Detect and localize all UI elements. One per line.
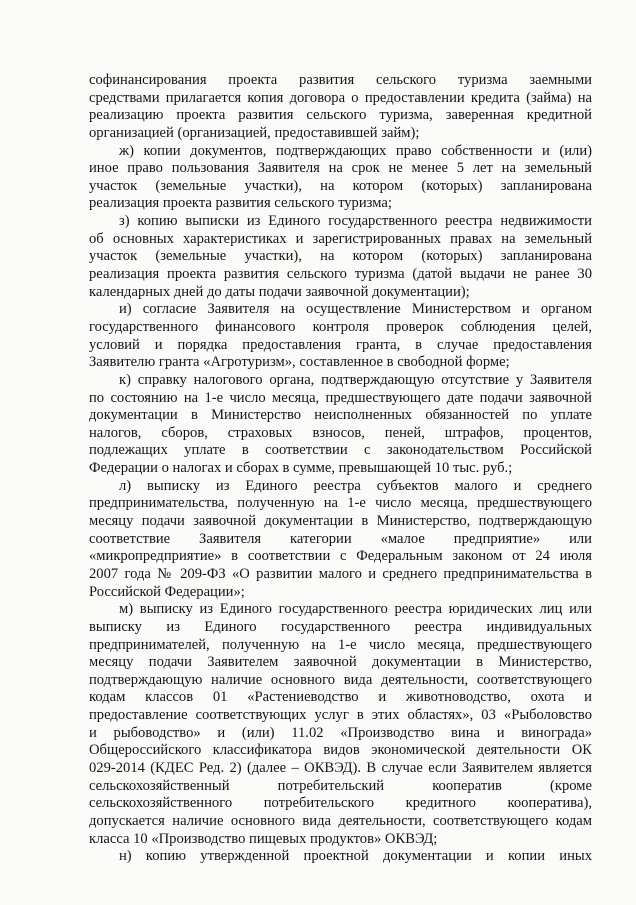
text-line: м) выписку из Единого государственного реестра юридических лиц или	[119, 601, 592, 618]
text-line: налогов, сборов, страховых взносов, пеней, штрафов, процентов,	[89, 424, 592, 441]
text-line: месяцу подачи Заявителем заявочной документации в Министерство,	[89, 654, 592, 671]
text-line: подтверждающую наличие основного вида деятельности, соответствующего	[89, 671, 592, 688]
text-line: Заявителю гранта «Агротуризм», составленное в свободной форме;	[89, 354, 510, 371]
text-line: календарных дней до даты подачи заявочной документации);	[89, 283, 470, 300]
text-line: по состоянию на 1-е число месяца, предшествующего дате подачи заявочной	[89, 389, 592, 406]
text-line: софинансирования проекта развития сельского туризма заемными	[89, 72, 592, 88]
text-line: средствами прилагается копия договора о предоставлении кредита (займа) на	[89, 89, 592, 106]
text-line: участок (земельные участки), на котором (которых) запланирована	[89, 248, 592, 265]
para-i-consent	[89, 301, 592, 372]
text-line: условий и порядка предоставления гранта, в случае предоставления	[89, 336, 592, 353]
text-line: сельскохозяйственного потребительского кредитного кооператива),	[89, 795, 592, 812]
text-line: реализация проекта развития сельского туризма (датой выдачи не ранее 30	[89, 266, 592, 283]
text-line: 2007 года № 209-ФЗ «О развитии малого и среднего предпринимательства в	[89, 565, 592, 582]
text-line: сельскохозяйственный потребительский кооператив (кроме	[89, 777, 592, 794]
text-line: к) справку налогового органа, подтверждающую отсутствие у Заявителя	[119, 371, 592, 388]
text-line: н) копию утвержденной проектной документации и копии иных	[119, 848, 592, 865]
text-line: выписку из Единого государственного реестра индивидуальных	[89, 618, 592, 635]
para-n-project-docs	[89, 848, 592, 866]
text-line: Российской Федерации»;	[89, 583, 245, 600]
text-line: участок (земельные участки), на котором (которых) запланирована	[89, 177, 592, 194]
text-line: иное право пользования Заявителя на срок не менее 5 лет на земельный	[89, 160, 592, 177]
text-line: кодам классов 01 «Растениеводство и животноводство, охота и	[89, 689, 592, 706]
text-line: Общероссийского классификатора видов экономической деятельности ОК	[89, 742, 592, 759]
text-line: и рыбоводство» и (или) 11.02 «Производство вина и винограда»	[89, 724, 592, 741]
para-l-sme-registry	[89, 478, 592, 601]
text-line: документации в Министерство неисполненных обязанностей по уплате	[89, 407, 592, 424]
text-line: допускается наличие основного вида деятельности, соответствующего кодам	[89, 812, 592, 829]
text-line: предпринимателей, полученную на 1-е число месяца, предшествующего	[89, 636, 592, 653]
text-line: л) выписку из Единого реестра субъектов малого и среднего	[119, 477, 592, 494]
text-line: «микропредприятие» в соответствии с Федеральным законом от 24 июля	[89, 548, 592, 565]
para-cofinancing	[89, 72, 592, 143]
text-line: подлежащих уплате в соответствии с законодательством Российской	[89, 442, 592, 459]
text-line: 029-2014 (КДЕС Ред. 2) (далее – ОКВЭД). В случае если Заявителем является	[89, 759, 592, 776]
text-line: об основных характеристиках и зарегистрированных правах на земельный	[89, 230, 592, 247]
text-line: ж) копии документов, подтверждающих право собственности и (или)	[119, 142, 592, 159]
text-line: реализацию проекта развития сельского туризма, заверенная кредитной	[89, 107, 592, 124]
text-line: государственного финансового контроля проверок соблюдения целей,	[89, 318, 592, 335]
para-m-egrul-extract	[89, 601, 592, 848]
para-z-egrn-extract	[89, 213, 592, 301]
text-line: класса 10 «Производство пищевых продуктов» ОКВЭД;	[89, 830, 438, 847]
text-line: Федерации о налогах и сборах в сумме, превышающей 10 тыс. руб.;	[89, 460, 513, 477]
text-line: и) согласие Заявителя на осуществление Министерством и органом	[119, 301, 592, 318]
para-k-tax-certificate	[89, 372, 592, 478]
text-line: реализация проекта развития сельского туризма;	[89, 195, 392, 212]
text-line: з) копию выписки из Единого государственного реестра недвижимости	[119, 213, 592, 230]
text-line: предоставление соответствующих услуг в этих областях», 03 «Рыболовство	[89, 707, 592, 724]
para-zh-land-rights	[89, 143, 592, 214]
text-line: предпринимательства, полученную на 1-е число месяца, предшествующего	[89, 495, 592, 512]
text-line: месяцу подачи заявочной документации в Министерство, подтверждающую	[89, 513, 592, 530]
document-body	[89, 72, 592, 866]
text-line: организацией (организацией, предоставившей займ);	[89, 124, 420, 141]
text-line: соответствие Заявителя категории «малое предприятие» или	[89, 530, 592, 547]
